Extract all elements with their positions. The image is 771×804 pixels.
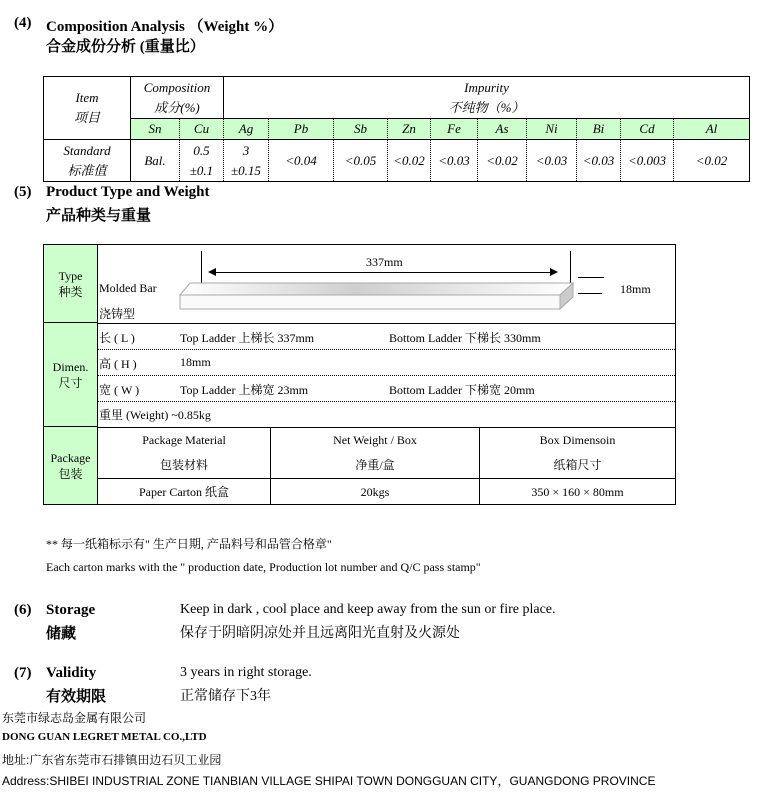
length-arrow [210, 272, 550, 273]
length-label: 337mm [366, 255, 403, 269]
value-line: <0.003 [627, 152, 667, 168]
package-material-header-cn: 包装材料 [159, 457, 208, 472]
standard-value-al [674, 140, 749, 181]
composition-table [43, 76, 750, 182]
bottom-width: Bottom Ladder 下梯宽 20mm [389, 383, 535, 397]
value-line: ±0.1 [189, 162, 214, 178]
standard-value-pb [269, 140, 334, 181]
value-line: Bal. [144, 152, 166, 168]
value-line: <0.02 [695, 152, 728, 168]
height-label: 18mm [620, 282, 651, 296]
bar-illustration [178, 281, 578, 311]
carton-note-cn: ** 每一纸箱标示有" 生产日期, 产品料号和品管合格章" [46, 537, 332, 551]
type-label: Type [58, 268, 83, 283]
impurity-header-cn: 不纯物（%） [448, 99, 525, 115]
impurity-header: Impurity [464, 79, 509, 95]
composition-header-cn: 成分(%) [154, 99, 200, 115]
company-name: DONG GUAN LEGRET METAL CO.,LTD [2, 731, 207, 743]
standard-value-sn [131, 140, 180, 181]
net-weight-header-cn: 净重/盒 [355, 457, 395, 472]
section-title: Storage [46, 602, 96, 618]
element-header-ag: Ag [224, 119, 269, 140]
carton-note: Each carton marks with the " production date, Production lot number and Q/C pass stamp" [46, 560, 481, 574]
type-cell [98, 245, 675, 324]
element-header-sn: Sn [131, 119, 180, 140]
section-title: Composition Analysis （Weight %） [46, 19, 284, 35]
section-title: Product Type and Weight [46, 184, 210, 200]
element-header-zn: Zn [388, 119, 431, 140]
package-label: Package [50, 450, 91, 465]
weight-value: 重里 (Weight) ~0.85kg [99, 408, 211, 422]
molded-bar-text: Molded Bar [99, 281, 157, 295]
standard-value-ni [527, 140, 577, 181]
height-value: 18mm [180, 355, 211, 369]
item-header-cn: 项目 [73, 110, 100, 125]
storage-text: Keep in dark , cool place and keep away from the sun or fire place. [180, 602, 556, 617]
arrow-left-icon [208, 268, 216, 276]
value-line: <0.03 [438, 152, 470, 168]
type-label-cn: 种类 [58, 284, 83, 299]
box-dimension-header-cn: 纸箱尺寸 [553, 457, 602, 472]
dimen-label-cn: 尺寸 [58, 375, 83, 390]
standard-value-as [478, 140, 527, 181]
standard-value-fe [431, 140, 478, 181]
height-line [578, 277, 604, 278]
address-cn: 地址:广东省东莞市石排镇田边石贝工业园 [2, 753, 222, 767]
value-line: 0.5 [193, 142, 210, 158]
box-dimension-header: Box Dimensoin [539, 432, 616, 447]
box-dimension-value: 350 × 160 × 80mm [531, 484, 624, 499]
value-line: <0.04 [285, 152, 317, 168]
element-header-as: As [478, 119, 527, 140]
element-header-al: Al [674, 119, 749, 140]
element-header-cd: Cd [621, 119, 674, 140]
standard-value-ag [224, 140, 269, 181]
package-material-header: Package Material [142, 432, 226, 447]
validity-text: 3 years in right storage. [180, 665, 312, 680]
package-label-cn: 包装 [58, 466, 83, 481]
top-width: Top Ladder 上梯宽 23mm [180, 383, 309, 397]
section-title-cn: 产品种类与重量 [46, 208, 152, 224]
product-table [43, 244, 676, 505]
value-line: <0.02 [486, 152, 518, 168]
standard-value-cd [621, 140, 674, 181]
section-title-cn: 合金成份分析 (重量比） [46, 39, 205, 55]
dimen-label: Dimen. [52, 359, 89, 374]
value-line: ±0.15 [231, 162, 261, 178]
height-line [578, 293, 602, 294]
element-header-cu: Cu [180, 119, 224, 140]
width-label: 宽 ( W ) [99, 383, 140, 397]
value-line: <0.03 [582, 152, 615, 168]
element-header-fe: Fe [431, 119, 478, 140]
bottom-length: Bottom Ladder 下梯长 330mm [389, 331, 541, 345]
section-number: (4) [14, 15, 32, 31]
length-label: 长 ( L ) [99, 331, 135, 345]
value-line: <0.02 [393, 152, 425, 168]
molded-bar-text-cn: 浇铸型 [99, 307, 136, 321]
length-row [98, 323, 675, 350]
element-header-sb: Sb [334, 119, 388, 140]
element-header-pb: Pb [269, 119, 334, 140]
element-header-bi: Bi [577, 119, 621, 140]
section-number: (5) [14, 184, 32, 200]
top-length: Top Ladder 上梯长 337mm [180, 331, 315, 345]
value-line: <0.05 [344, 152, 377, 168]
standard-value-cu [180, 140, 224, 181]
weight-row [98, 401, 675, 428]
standard-label: Standard [63, 142, 111, 158]
arrow-right-icon [550, 268, 558, 276]
height-label: 高 ( H ) [99, 357, 137, 371]
standard-value-sb [334, 140, 388, 181]
element-header-ni: Ni [527, 119, 577, 140]
height-row [98, 349, 675, 376]
net-weight-header: Net Weight / Box [333, 432, 417, 447]
company-name-cn: 东莞市绿志岛金属有限公司 [2, 711, 147, 725]
width-row [98, 375, 675, 402]
storage-text-cn: 保存于阴暗阴凉处并且远离阳光直射及火源处 [180, 626, 460, 641]
standard-label-cn: 标准值 [67, 162, 107, 178]
section-title-cn: 有效期限 [46, 689, 107, 705]
package-material-value: Paper Carton 纸盒 [139, 484, 229, 499]
section-number: (6) [14, 602, 32, 618]
address: Address:SHIBEI INDUSTRIAL ZONE TIANBIAN VILLAGE SHIPAI TOWN DONGGUAN CITY，GUANGDONG PROVINCE [2, 774, 656, 788]
net-weight-value: 20kgs [360, 484, 390, 499]
standard-value-bi [577, 140, 621, 181]
value-line: <0.03 [535, 152, 568, 168]
composition-header: Composition [143, 79, 211, 95]
standard-value-zn [388, 140, 431, 181]
section-number: (7) [14, 665, 32, 681]
validity-text-cn: 正常储存下3年 [180, 689, 271, 704]
section-title: Validity [46, 665, 97, 681]
section-title-cn: 储藏 [46, 626, 77, 642]
value-line: 3 [242, 142, 250, 158]
item-header: Item [75, 90, 99, 105]
